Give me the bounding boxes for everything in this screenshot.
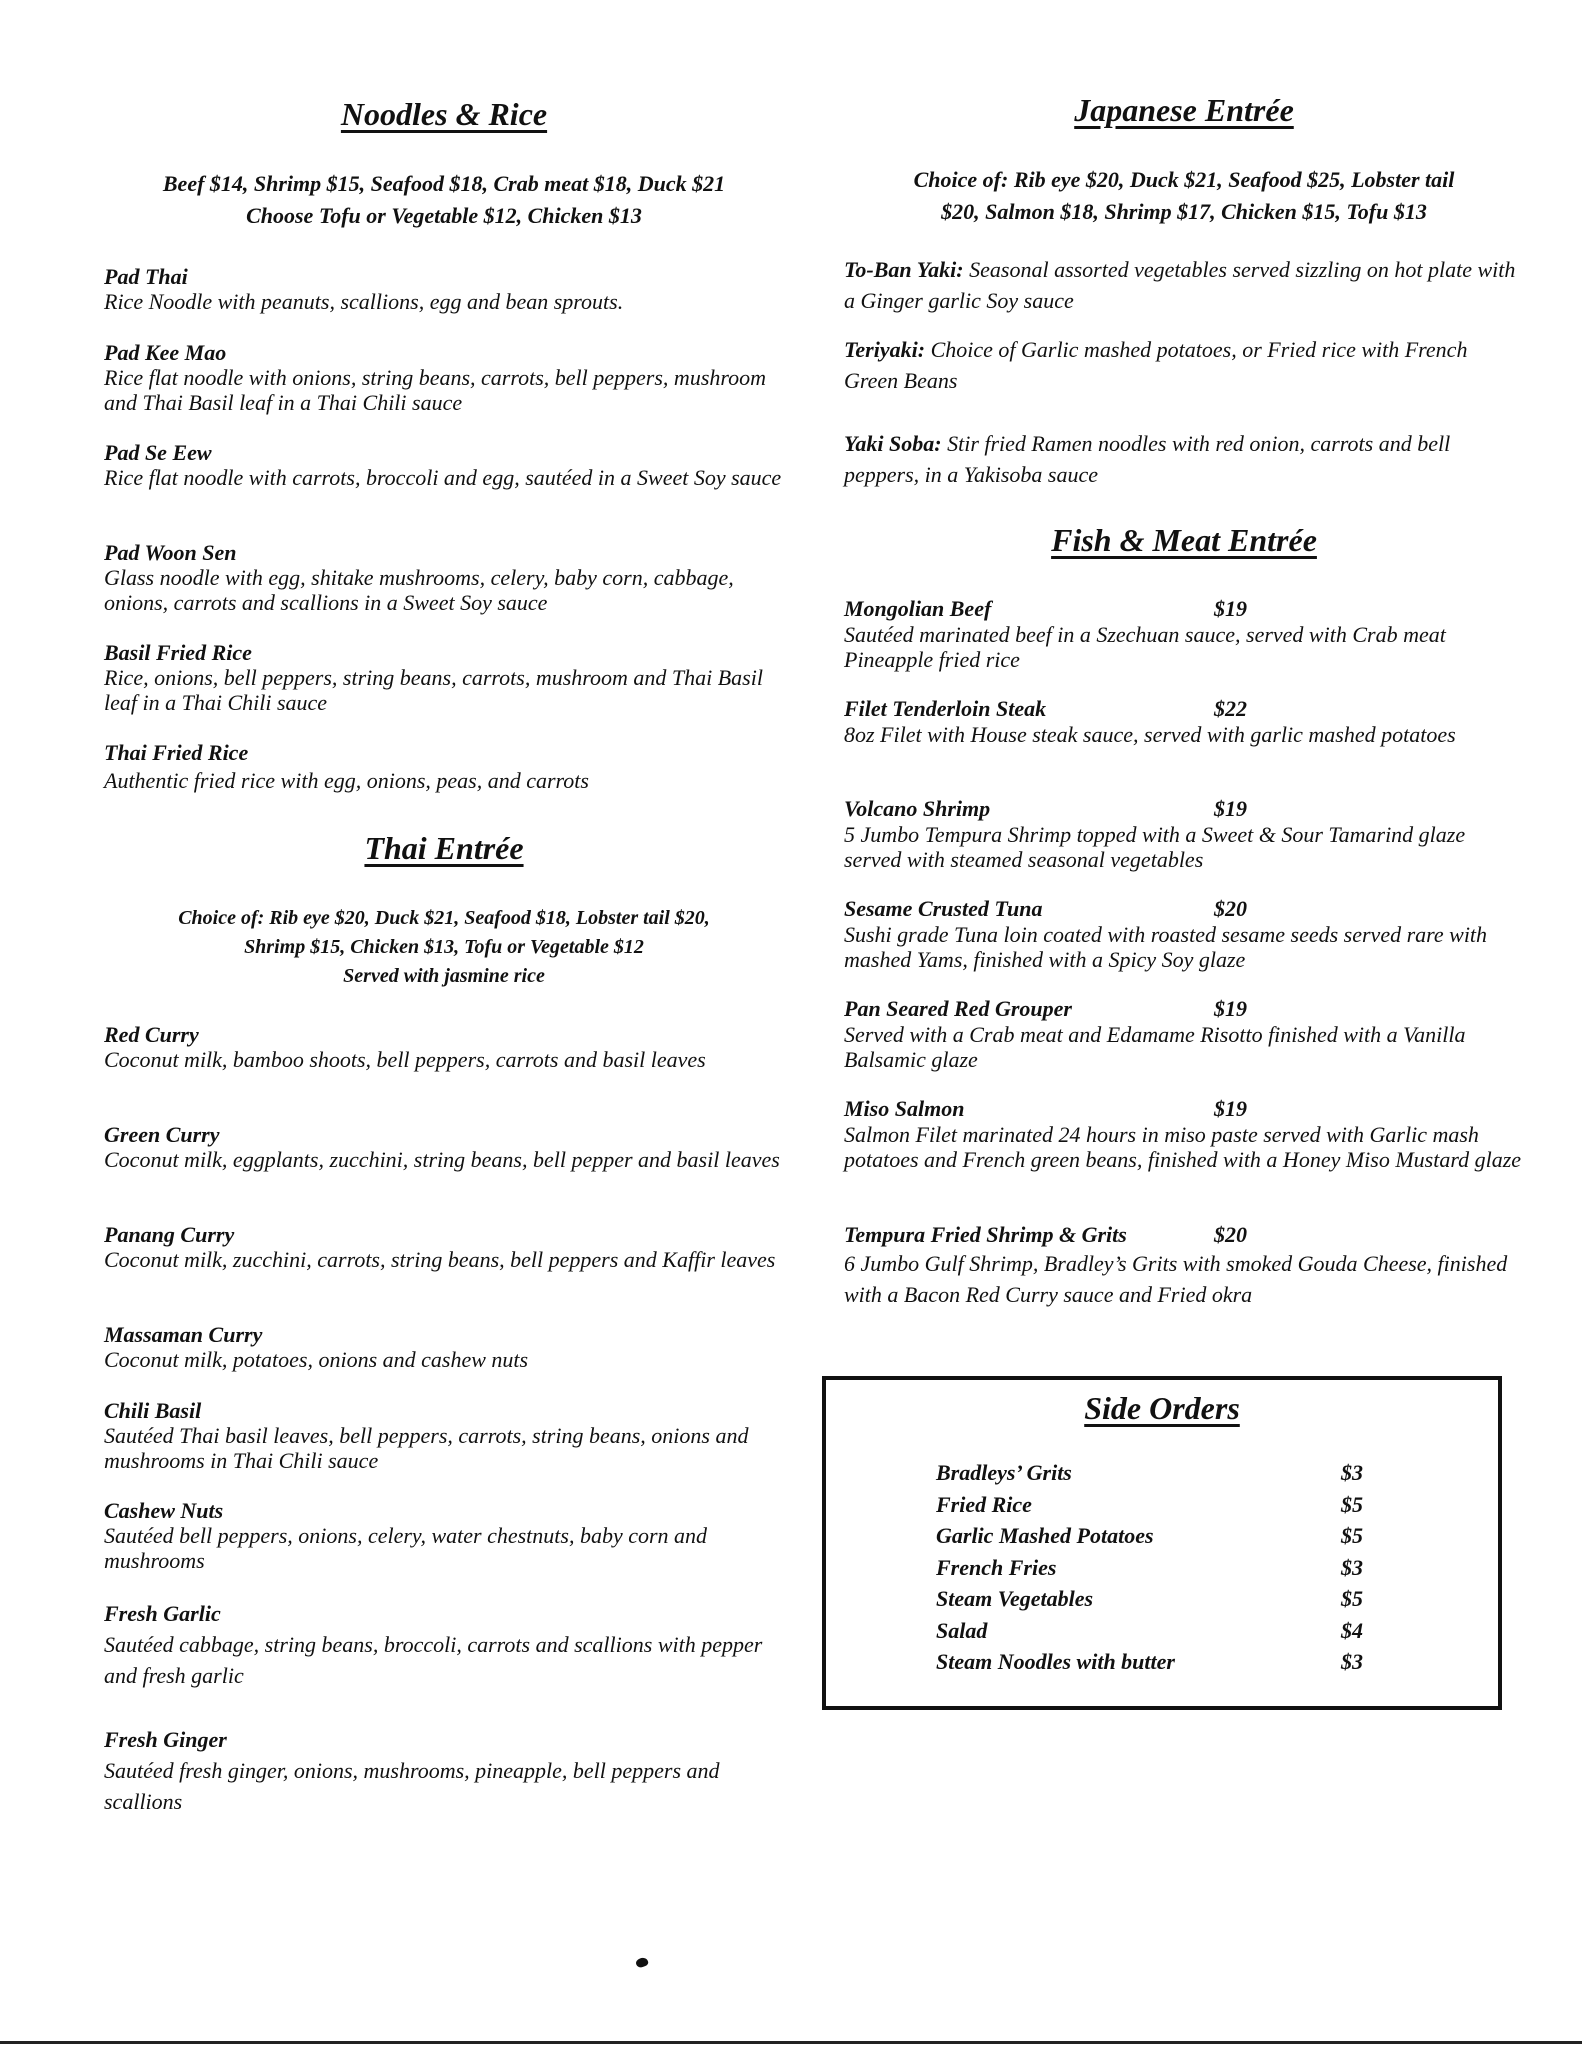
menu-item-thai-fried-rice (104, 740, 784, 793)
item-name: Pad Thai (104, 264, 188, 289)
item-price: $19 (1214, 1096, 1247, 1121)
item-name: Volcano Shrimp (844, 796, 991, 821)
menu-item-yaki-soba (844, 428, 1524, 490)
item-description: Salmon Filet marinated 24 hours in miso paste served with Garlic mash potatoes and French green beans, finished with a Honey Miso Mustard glaze (844, 1122, 1522, 1172)
menu-item-to-ban-yaki (844, 254, 1524, 316)
menu-item-pad-thai (104, 264, 784, 314)
item-price: $20 (1214, 1222, 1247, 1247)
side-order-name: Steam Noodles with butter (936, 1649, 1175, 1674)
item-name: Fresh Ginger (104, 1727, 227, 1752)
noodles-rice-title: Noodles & Rice (340, 96, 548, 132)
menu-item-pad-kee-mao (104, 340, 784, 415)
menu-item-filet-tenderloin-steak (844, 696, 1524, 747)
side-order-name: Salad (936, 1617, 988, 1643)
item-description: Authentic fried rice with egg, onions, peas, and carrots (104, 768, 589, 793)
choice-line: Served with jasmine rice (343, 965, 545, 987)
side-order-price: $4 (1341, 1617, 1363, 1643)
item-description: 8oz Filet with House steak sauce, served with garlic mashed potatoes (844, 722, 1456, 747)
item-name: Cashew Nuts (104, 1498, 224, 1523)
menu-item-sesame-crusted-tuna (844, 896, 1524, 972)
side-order-row (936, 1586, 1376, 1618)
item-header (844, 1096, 1524, 1122)
item-description: Glass noodle with egg, shitake mushrooms, celery, baby corn, cabbage, onions, carrots and scallions in a Sweet Soy sauce (104, 565, 734, 615)
item-name: Pad Woon Sen (104, 540, 237, 565)
menu-item-basil-fried-rice (104, 640, 784, 715)
item-name: Thai Fried Rice (104, 740, 249, 765)
item-header (844, 1222, 1524, 1248)
item-price: $19 (1214, 596, 1247, 621)
item-price: $19 (1214, 796, 1247, 821)
item-name: Pad Kee Mao (104, 340, 227, 365)
item-description: Coconut milk, bamboo shoots, bell peppers, carrots and basil leaves (104, 1047, 706, 1072)
side-orders-list (936, 1460, 1376, 1681)
noodles-rice-choice (104, 168, 784, 232)
item-header (844, 896, 1524, 922)
item-description: 5 Jumbo Tempura Shrimp topped with a Sweet & Sour Tamarind glaze served with steamed seasonal vegetables (844, 822, 1466, 872)
item-header (844, 996, 1524, 1022)
item-header (844, 596, 1524, 622)
choice-line: Choice of: Rib eye $20, Duck $21, Seafood $18, Lobster tail $20, (178, 907, 710, 929)
menu-item-green-curry (104, 1122, 784, 1172)
side-order-price: $5 (1341, 1491, 1363, 1517)
side-order-row (936, 1523, 1376, 1555)
side-order-row (936, 1492, 1376, 1524)
japanese-entree-choice (844, 164, 1524, 228)
item-name: Mongolian Beef (844, 596, 992, 621)
side-order-name: Steam Vegetables (936, 1586, 1094, 1611)
item-description: Sautéed marinated beef in a Szechuan sauce, served with Crab meat Pineapple fried rice (844, 622, 1446, 672)
thai-entree-title: Thai Entrée (364, 830, 524, 866)
item-name: Pad Se Eew (104, 440, 212, 465)
side-order-row (936, 1649, 1376, 1681)
thai-entree-choice (104, 904, 784, 991)
item-name: Fresh Garlic (104, 1601, 221, 1626)
side-order-name: Fried Rice (936, 1491, 1032, 1517)
side-order-name: Bradleys’ Grits (936, 1460, 1072, 1485)
item-name: Basil Fried Rice (104, 640, 252, 665)
menu-item-massaman-curry (104, 1322, 784, 1372)
menu-item-volcano-shrimp (844, 796, 1524, 872)
side-order-price: $3 (1341, 1460, 1363, 1485)
item-name: Filet Tenderloin Steak (844, 696, 1047, 721)
item-name: Yaki Soba: (844, 431, 942, 456)
item-description: Sautéed bell peppers, onions, celery, water chestnuts, baby corn and mushrooms (104, 1523, 708, 1573)
page-bottom-edge (0, 2041, 1582, 2044)
menu-item-pad-woon-sen (104, 540, 784, 615)
item-description: Coconut milk, eggplants, zucchini, string beans, bell pepper and basil leaves (104, 1147, 780, 1172)
item-price: $22 (1214, 696, 1247, 721)
item-name: Massaman Curry (104, 1322, 263, 1347)
menu-item-teriyaki (844, 334, 1524, 396)
item-name: Chili Basil (104, 1398, 202, 1423)
item-description: Coconut milk, potatoes, onions and cashew nuts (104, 1347, 529, 1372)
item-name: Miso Salmon (844, 1096, 965, 1121)
menu-item-red-curry (104, 1022, 784, 1072)
menu-item-cashew-nuts (104, 1498, 784, 1573)
item-description: Stir fried Ramen noodles with red onion, carrots and bell peppers, in a Yakisoba sauce (844, 431, 1451, 487)
item-name: Tempura Fried Shrimp & Grits (844, 1222, 1127, 1247)
choice-line: $20, Salmon $18, Shrimp $17, Chicken $15, Tofu $13 (941, 199, 1427, 224)
side-order-row (936, 1555, 1376, 1587)
item-description: Coconut milk, zucchini, carrots, string beans, bell peppers and Kaffir leaves (104, 1247, 776, 1272)
fish-meat-entree-title: Fish & Meat Entrée (1051, 522, 1317, 558)
item-description: 6 Jumbo Gulf Shrimp, Bradley’s Grits with smoked Gouda Cheese, finished with a Bacon Red Curry sauce and Fried okra (844, 1251, 1508, 1307)
side-order-name: Garlic Mashed Potatoes (936, 1523, 1154, 1548)
item-name: Sesame Crusted Tuna (844, 896, 1043, 921)
choice-line: Choose Tofu or Vegetable $12, Chicken $13 (246, 203, 642, 228)
item-description: Rice Noodle with peanuts, scallions, egg and bean sprouts. (104, 289, 624, 314)
side-order-name: French Fries (936, 1554, 1057, 1580)
choice-line: Beef $14, Shrimp $15, Seafood $18, Crab meat $18, Duck $21 (162, 171, 726, 196)
menu-item-miso-salmon (844, 1096, 1524, 1172)
choice-line: Shrimp $15, Chicken $13, Tofu or Vegetable $12 (244, 936, 644, 958)
menu-item-pan-seared-red-grouper (844, 996, 1524, 1072)
item-description: Rice flat noodle with onions, string beans, carrots, bell peppers, mushroom and Thai Basil leaf in a Thai Chili sauce (104, 365, 767, 415)
menu-item-fresh-ginger (104, 1724, 784, 1817)
menu-item-tempura-fried-shrimp-grits (844, 1222, 1524, 1310)
japanese-entree-title: Japanese Entrée (1074, 92, 1294, 128)
menu-item-mongolian-beef (844, 596, 1524, 672)
side-order-price: $5 (1341, 1586, 1363, 1611)
menu-item-chili-basil (104, 1398, 784, 1473)
item-description: Sautéed cabbage, string beans, broccoli, carrots and scallions with pepper and fresh garlic (104, 1632, 763, 1688)
item-name: To-Ban Yaki: (844, 257, 964, 282)
item-name: Teriyaki: (844, 337, 926, 362)
menu-item-panang-curry (104, 1222, 784, 1272)
side-order-price: $3 (1341, 1649, 1363, 1674)
side-order-price: $3 (1341, 1554, 1363, 1580)
item-description: Sautéed Thai basil leaves, bell peppers, carrots, string beans, onions and mushrooms in Thai Chili sauce (104, 1423, 749, 1473)
side-order-row (936, 1460, 1376, 1492)
item-description: Rice flat noodle with carrots, broccoli and egg, sautéed in a Sweet Soy sauce (104, 465, 782, 490)
item-price: $19 (1214, 996, 1247, 1021)
side-order-price: $5 (1341, 1523, 1363, 1548)
item-description: Rice, onions, bell peppers, string beans, carrots, mushroom and Thai Basil leaf in a Thai Chili sauce (104, 665, 763, 715)
item-description: Seasonal assorted vegetables served sizzling on hot plate with a Ginger garlic Soy sauce (844, 257, 1516, 313)
item-name: Green Curry (104, 1122, 220, 1147)
scan-speck (635, 1956, 649, 1969)
item-name: Red Curry (104, 1022, 199, 1047)
item-price: $20 (1214, 896, 1247, 921)
item-description: Choice of Garlic mashed potatoes, or Fried rice with French Green Beans (844, 337, 1468, 393)
menu-item-pad-se-eew (104, 440, 784, 490)
item-name: Pan Seared Red Grouper (844, 996, 1072, 1021)
item-name: Panang Curry (104, 1222, 235, 1247)
side-order-row (936, 1618, 1376, 1650)
item-description: Sautéed fresh ginger, onions, mushrooms, pineapple, bell peppers and scallions (104, 1758, 720, 1814)
item-header (844, 796, 1524, 822)
menu-item-fresh-garlic (104, 1598, 784, 1691)
item-description: Sushi grade Tuna loin coated with roasted sesame seeds served rare with mashed Yams, finished with a Spicy Soy glaze (844, 922, 1488, 972)
item-description: Served with a Crab meat and Edamame Risotto finished with a Vanilla Balsamic glaze (844, 1022, 1466, 1072)
item-header (844, 696, 1524, 722)
choice-line: Choice of: Rib eye $20, Duck $21, Seafood $25, Lobster tail (913, 167, 1455, 192)
side-orders-box (822, 1376, 1502, 1710)
side-orders-title: Side Orders (1084, 1390, 1240, 1426)
